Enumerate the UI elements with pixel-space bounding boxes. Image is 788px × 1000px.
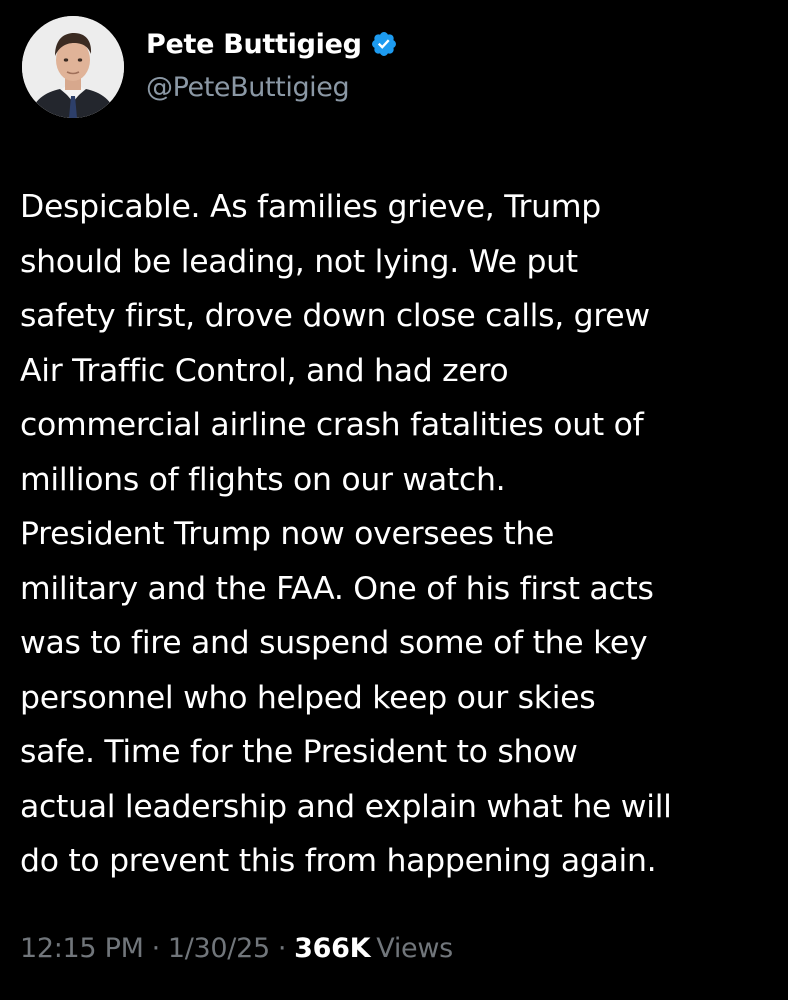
meta-separator: · xyxy=(277,932,287,964)
tweet-text-line: safe. Time for the President to show xyxy=(20,734,578,770)
tweet-text-line: commercial airline crash fatalities out of xyxy=(20,407,644,443)
author-name-row xyxy=(146,24,398,64)
tweet-date[interactable]: 1/30/25 xyxy=(167,932,270,964)
tweet-text-line: was to fire and suspend some of the key xyxy=(20,625,648,661)
views-label[interactable]: Views xyxy=(376,932,453,964)
views-count[interactable]: 366K xyxy=(294,932,371,964)
meta-separator: · xyxy=(151,932,160,964)
tweet-text-line: military and the FAA. One of his first acts xyxy=(20,570,654,607)
author-display-name[interactable]: Pete Buttigieg xyxy=(146,28,362,60)
tweet-text-line: Despicable. As families grieve, Trump xyxy=(20,189,601,225)
tweet-text-line: do to prevent this from happening again. xyxy=(20,843,657,879)
tweet-text-line: Air Traffic Control, and had zero xyxy=(20,352,509,389)
avatar-photo xyxy=(22,16,124,118)
avatar[interactable] xyxy=(22,16,124,118)
tweet-text-line: President Trump now oversees the xyxy=(20,516,555,552)
verified-badge-icon[interactable] xyxy=(370,30,398,58)
tweet-text-line: millions of flights on our watch. xyxy=(20,461,506,498)
tweet-text-line: actual leadership and explain what he will xyxy=(20,788,672,825)
author-handle[interactable]: @PeteButtigieg xyxy=(146,72,350,103)
tweet-text-line: safety first, drove down close calls, grew xyxy=(20,298,650,334)
tweet-time[interactable]: 12:15 PM xyxy=(20,932,144,964)
tweet-text-line: should be leading, not lying. We put xyxy=(20,243,578,280)
tweet-text xyxy=(20,180,780,889)
tweet-meta xyxy=(20,926,453,970)
tweet-text-line: personnel who helped keep our skies xyxy=(20,679,596,716)
